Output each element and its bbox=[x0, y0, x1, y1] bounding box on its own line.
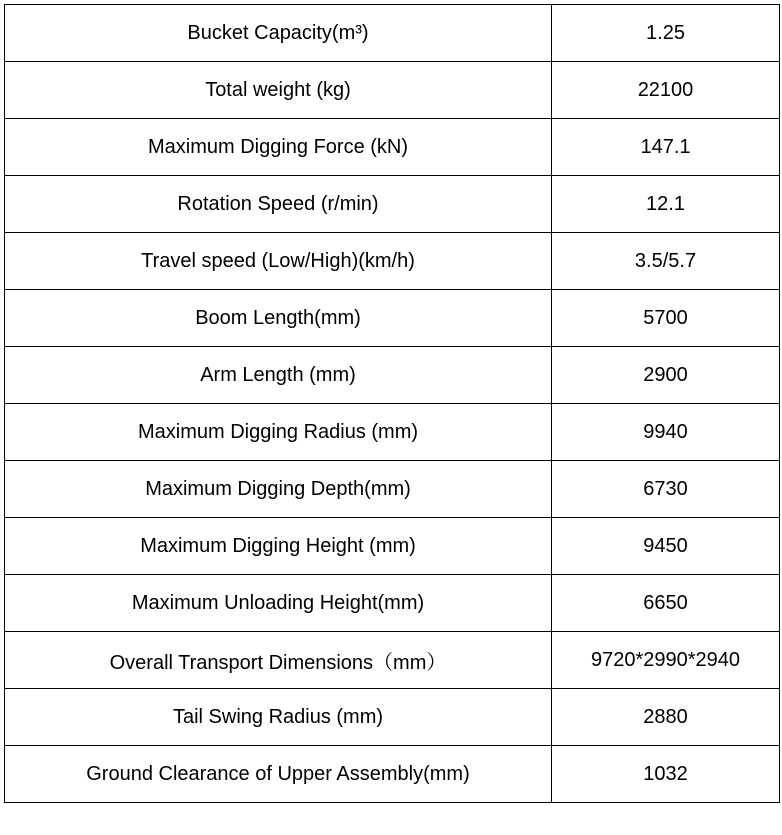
spec-label: Maximum Digging Depth(mm) bbox=[5, 461, 552, 518]
spec-label: Arm Length (mm) bbox=[5, 347, 552, 404]
spec-label: Bucket Capacity(m³) bbox=[5, 5, 552, 62]
spec-table-body bbox=[5, 5, 780, 803]
spec-value: 1.25 bbox=[552, 5, 780, 62]
spec-value: 6730 bbox=[552, 461, 780, 518]
spec-label: Ground Clearance of Upper Assembly(mm) bbox=[5, 746, 552, 803]
spec-value: 6650 bbox=[552, 575, 780, 632]
spec-value: 22100 bbox=[552, 62, 780, 119]
spec-label: Maximum Digging Radius (mm) bbox=[5, 404, 552, 461]
spec-value: 9940 bbox=[552, 404, 780, 461]
table-row bbox=[5, 176, 780, 233]
table-row bbox=[5, 62, 780, 119]
spec-label: Overall Transport Dimensions（mm） bbox=[5, 632, 552, 689]
spec-table bbox=[4, 4, 780, 803]
table-row bbox=[5, 347, 780, 404]
table-row bbox=[5, 5, 780, 62]
table-row bbox=[5, 689, 780, 746]
table-row bbox=[5, 119, 780, 176]
spec-value: 12.1 bbox=[552, 176, 780, 233]
spec-label: Travel speed (Low/High)(km/h) bbox=[5, 233, 552, 290]
spec-value: 3.5/5.7 bbox=[552, 233, 780, 290]
spec-value: 147.1 bbox=[552, 119, 780, 176]
spec-label: Rotation Speed (r/min) bbox=[5, 176, 552, 233]
spec-value: 2900 bbox=[552, 347, 780, 404]
spec-label: Total weight (kg) bbox=[5, 62, 552, 119]
spec-value: 5700 bbox=[552, 290, 780, 347]
table-row bbox=[5, 290, 780, 347]
spec-label: Boom Length(mm) bbox=[5, 290, 552, 347]
spec-label: Maximum Digging Height (mm) bbox=[5, 518, 552, 575]
table-row bbox=[5, 746, 780, 803]
spec-value: 1032 bbox=[552, 746, 780, 803]
table-row bbox=[5, 461, 780, 518]
spec-value: 2880 bbox=[552, 689, 780, 746]
table-row bbox=[5, 233, 780, 290]
table-row bbox=[5, 404, 780, 461]
table-row bbox=[5, 518, 780, 575]
spec-value: 9450 bbox=[552, 518, 780, 575]
table-row bbox=[5, 632, 780, 689]
table-row bbox=[5, 575, 780, 632]
spec-value: 9720*2990*2940 bbox=[552, 632, 780, 689]
spec-label: Tail Swing Radius (mm) bbox=[5, 689, 552, 746]
spec-label: Maximum Unloading Height(mm) bbox=[5, 575, 552, 632]
spec-label: Maximum Digging Force (kN) bbox=[5, 119, 552, 176]
